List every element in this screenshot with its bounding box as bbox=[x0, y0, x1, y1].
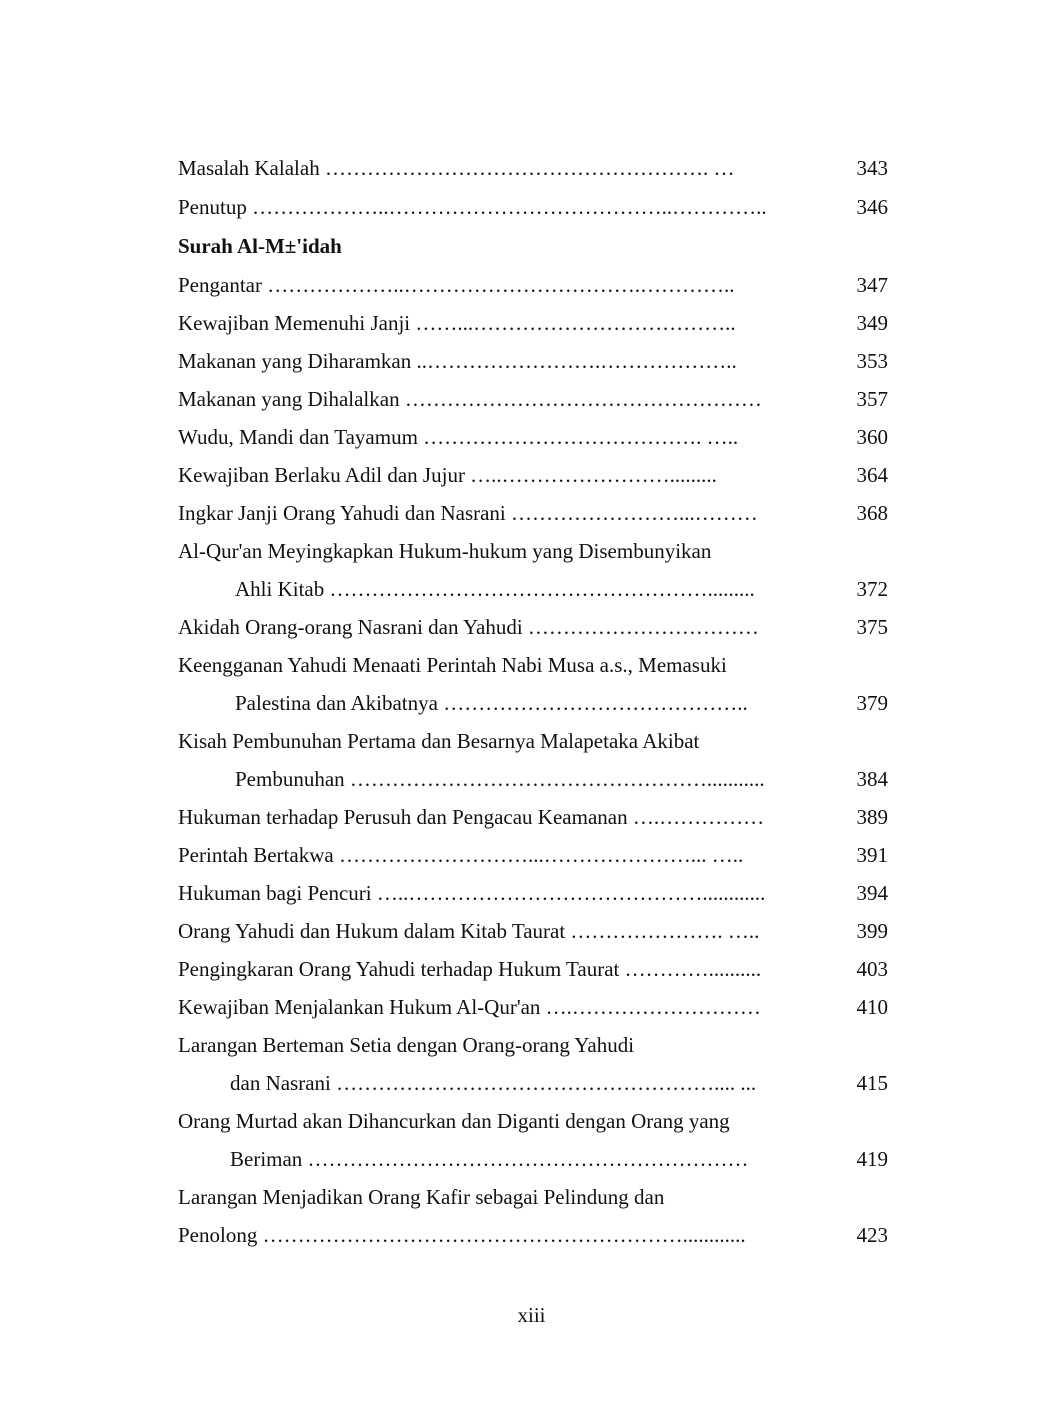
toc-entry-text: Makanan yang Dihalalkan …………………………………………… bbox=[178, 387, 762, 411]
toc-entry-text: Penutup ………………..…………………………………..………….. bbox=[178, 195, 767, 219]
toc-entry-continuation: dan Nasrani ……………………………………………….... ... bbox=[230, 1071, 757, 1095]
toc-entry-page: 347 bbox=[856, 273, 888, 297]
toc-entry-text: Ingkar Janji Orang Yahudi dan Nasrani ……………………...……… bbox=[178, 501, 758, 525]
toc-entry-text: Kewajiban Memenuhi Janji ……...……………………………….. bbox=[178, 311, 736, 335]
toc-entry-page: 364 bbox=[856, 463, 888, 487]
toc-entry-text: Larangan Berteman Setia dengan Orang-orang Yahudi bbox=[178, 1033, 635, 1057]
toc-entry-text: Orang Murtad akan Dihancurkan dan Diganti dengan Orang yang bbox=[178, 1109, 730, 1133]
toc-entry-text: Makanan yang Diharamkan ..…………………….……………….. bbox=[178, 349, 737, 373]
toc-entry-page: 419 bbox=[856, 1147, 888, 1171]
toc-entry-continuation: Ahli Kitab ………………………………………………......... bbox=[235, 577, 755, 601]
toc-entry-continuation: Palestina dan Akibatnya …………………………………….. bbox=[235, 691, 748, 715]
toc-entry-page: 403 bbox=[856, 957, 888, 981]
toc-entry-page: 343 bbox=[856, 156, 888, 180]
toc-entry-page: 394 bbox=[856, 881, 888, 905]
toc-entry-page: 384 bbox=[856, 767, 888, 791]
toc-entry-text: Pengingkaran Orang Yahudi terhadap Hukum Taurat ………….......... bbox=[178, 957, 762, 981]
toc-entry-text: Hukuman terhadap Perusuh dan Pengacau Keamanan ….…………… bbox=[178, 805, 765, 829]
page-number: xiii bbox=[517, 1303, 546, 1327]
toc-entry-continuation: Penolong ……………………………………………………............ bbox=[178, 1223, 746, 1247]
toc-entry-page: 353 bbox=[856, 349, 888, 373]
toc-entry-text: Kisah Pembunuhan Pertama dan Besarnya Malapetaka Akibat bbox=[178, 729, 700, 753]
toc-entry-page: 415 bbox=[856, 1071, 888, 1095]
toc-entry-page: 360 bbox=[856, 425, 888, 449]
toc-entry-page: 346 bbox=[856, 195, 888, 219]
toc-entry-text: Kewajiban Menjalankan Hukum Al-Qur'an ….……………………… bbox=[178, 995, 761, 1019]
toc-entry-continuation: Beriman ……………………………………………………… bbox=[230, 1147, 749, 1171]
toc-entry-page: 349 bbox=[856, 311, 888, 335]
toc-entry-text: Keengganan Yahudi Menaati Perintah Nabi Musa a.s., Memasuki bbox=[178, 653, 727, 677]
toc-entry-continuation: Pembunuhan ……………………………………………........... bbox=[235, 767, 765, 791]
toc-entry-text: Perintah Bertakwa ………………………...…………………... ….. bbox=[178, 843, 744, 867]
toc-entry-text: Hukuman bagi Pencuri …..……………………………………............ bbox=[178, 881, 766, 905]
section-heading: Surah Al-M±'idah bbox=[178, 234, 342, 258]
toc-entry-text: Al-Qur'an Meyingkapkan Hukum-hukum yang Disembunyikan bbox=[178, 539, 712, 563]
toc-entry-page: 372 bbox=[856, 577, 888, 601]
toc-entry-text: Wudu, Mandi dan Tayamum …………………………………. ….. bbox=[178, 425, 739, 449]
toc-entry-text: Masalah Kalalah ………………………………………………. … bbox=[178, 156, 735, 180]
toc-entry-page: 389 bbox=[856, 805, 888, 829]
toc-entry-text: Larangan Menjadikan Orang Kafir sebagai Pelindung dan bbox=[178, 1185, 665, 1209]
toc-entry-page: 399 bbox=[856, 919, 888, 943]
toc-entry-text: Kewajiban Berlaku Adil dan Jujur …..……………………......... bbox=[178, 463, 717, 487]
toc-entry-page: 391 bbox=[856, 843, 888, 867]
toc-entry-page: 410 bbox=[856, 995, 888, 1019]
toc-entry-text: Orang Yahudi dan Hukum dalam Kitab Taurat …………………. ….. bbox=[178, 919, 760, 943]
toc-entry-page: 423 bbox=[856, 1223, 888, 1247]
toc-entry-text: Pengantar ………………..…………………………….………….. bbox=[178, 273, 735, 297]
toc-entry-page: 368 bbox=[856, 501, 888, 525]
toc-entry-page: 379 bbox=[856, 691, 888, 715]
toc-entry-page: 357 bbox=[856, 387, 888, 411]
toc-entry-page: 375 bbox=[856, 615, 888, 639]
toc-entry-text: Akidah Orang-orang Nasrani dan Yahudi …………………………… bbox=[178, 615, 759, 639]
